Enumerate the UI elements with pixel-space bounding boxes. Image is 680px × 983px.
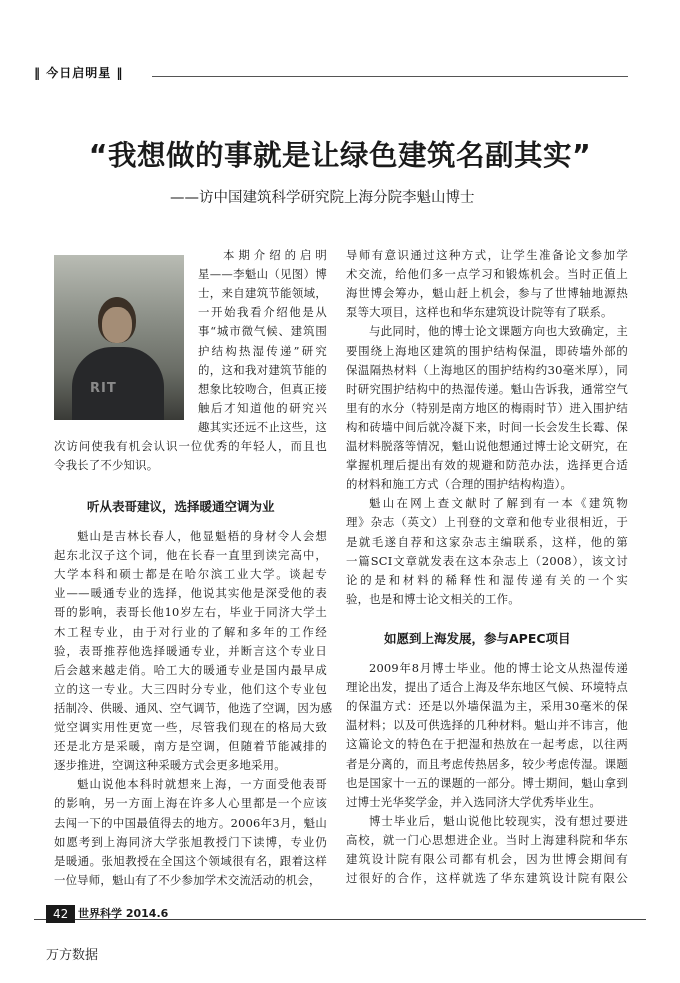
intro-line: 事“城市微气候、建筑围	[198, 324, 327, 339]
column-tag: ‖ 今日启明星 ‖	[34, 64, 123, 81]
text-line: 时研究围护结构中的热湿传递。魁山告诉我，通常空气	[346, 381, 628, 396]
intro-line: 星——李魁山（见图）博	[198, 267, 327, 282]
portrait-face	[102, 307, 132, 343]
text-line: 木工程专业，由于对行业的了解和多年的工作经	[54, 624, 327, 639]
intro-line: 护结构热湿传递”研究	[198, 343, 327, 358]
intro-line: 本期介绍的启明	[223, 248, 327, 262]
text-line: 的保温方式：还是以外墙保温为主，采用30毫米的保	[346, 699, 628, 714]
text-line: 术交流，给他们多一点学习和锻炼机会。当时正值上	[346, 267, 628, 282]
text-line: 一位导师，魁山有了不少参加学术交流活动的机会，	[54, 872, 321, 887]
text-line: 保温隔热材料（上海地区的围护结构约30毫米厚），同	[346, 362, 628, 377]
text-line: 魁山说他本科时就想来上海，一方面受他表哥	[77, 777, 327, 792]
text-line: 要围绕上海地区建筑的围护结构保温，即砖墙外部的	[346, 343, 628, 358]
text-line: 还是北方是采暖，南方是空调，但随着节能减排的	[54, 739, 327, 754]
text-line: 验，表哥推荐他选择暖通专业，并断言这个专业日	[54, 643, 327, 658]
text-line: 高校，就一门心思想进企业。当时上海建科院和华东	[346, 832, 628, 847]
intro-line: 一开始我看介绍他是从	[198, 305, 327, 320]
source-watermark: 万方数据	[46, 948, 99, 963]
page-number: 42	[46, 905, 75, 923]
text-line: 起东北汉子这个词，他在长春一直里到读完高中，	[54, 548, 327, 563]
text-line: 也是国家十一五的课题的一部分。博士期间，魁山拿到	[346, 775, 628, 790]
text-line: 魁山是吉林长春人，他显魁梧的身材令人会想	[77, 529, 327, 543]
text-line: 如愿考到上海同济大学张旭教授门下读博，专业仍	[54, 834, 327, 849]
header-rule	[152, 76, 628, 77]
portrait-shirt-text: RIT	[90, 381, 117, 396]
text-line: 的影响，另一方面上海在许多人心里都是一个应该	[54, 796, 327, 811]
article-title: “我想做的事就是让绿色建筑名副其实”	[88, 139, 592, 172]
text-line: 是就毛遂自荐和这家杂志主编联系，这样，他的第	[346, 534, 628, 549]
article-subtitle: ——访中国建筑科学研究院上海分院李魁山博士	[170, 190, 475, 206]
section-heading-2: 如愿到上海发展，参与APEC项目	[384, 631, 571, 646]
text-line: 与此同时，他的博士论文课题方向也大致确定，主	[369, 324, 628, 339]
text-line: 构和砖墙中间后就冷凝下来，时间一长会发生长霉、保	[346, 419, 628, 434]
text-line: 去闯一下的中国最值得去的地方。2006年3月，魁山	[54, 815, 327, 830]
text-line: 建筑设计院有限公司都有机会，因为世博会期间有	[346, 852, 628, 866]
text-line: 后会越来越走俏。哈工大的暖通专业是国内最早成	[54, 662, 327, 677]
text-line: 温材料；以及可供选择的几种材料。魁山并不讳言，他	[346, 718, 628, 733]
text-line: 魁山在网上查文献时了解到有一本《建筑物	[369, 496, 628, 511]
intro-line: 的，这和我对建筑节能的	[198, 362, 327, 377]
text-line: 是暖通。张旭教授在全国这个领域很有名，跟着这样	[54, 853, 327, 868]
text-line: 海世博会筹办，魁山赶上机会，参与了世博轴地源热	[346, 286, 628, 301]
section-heading-1: 听从表哥建议，选择暖通空调为业	[87, 499, 275, 514]
text-line: 论的是和材料的稀释性和湿传递有关的一个实	[346, 572, 628, 587]
text-line: 理》杂志（英文）上刊登的文章和他专业很相近，于	[346, 515, 628, 530]
intro-line: 想象比较吻合，但真正接	[198, 381, 327, 396]
text-line: 温材料脱落等情况，魁山说他想通过博士论文研究，在	[346, 439, 628, 453]
magazine-issue: 世界科学 2014.6	[78, 907, 169, 920]
text-line: 里有的水分（特别是南方地区的梅雨时节）进入围护结	[346, 400, 628, 415]
text-line: 立的这一专业。大三四时分专业，他们这个专业包	[54, 681, 327, 696]
text-line: 哥的影响，表哥长他10岁左右，毕业于同济大学土	[54, 605, 327, 620]
intro-line: 次访问使我有机会认识一位优秀的年轻人，而且也	[54, 439, 327, 453]
text-line: 觉空调实用性更宽一些，尽管我们现在的格局大致	[54, 720, 327, 734]
intro-line: 趣其实还远不止这些，这	[198, 419, 327, 434]
text-line: 逐步推进，空调这种采暖方式会更多地采用。	[54, 758, 286, 773]
intro-line: 触后才知道他的研究兴	[198, 400, 327, 415]
text-line: 大学本科和硕士都是在哈尔滨工业大学。谈起专	[54, 567, 327, 582]
portrait-body	[72, 347, 164, 420]
intro-line: 士，来自建筑节能领域，	[198, 286, 327, 301]
text-line: 的材料和施工方式（合理的围护结构构造）。	[346, 477, 573, 492]
text-line: 过很好的合作，这样就选了华东建筑设计院有限公	[346, 871, 628, 886]
text-line: 括制冷、供暖、通风、空气调节，他选了空调，因为感	[54, 700, 333, 715]
text-line: 者是分离的，而且考虑传热居多，较少考虑传湿。课题	[346, 756, 628, 771]
text-line: 泵等大项目，这样也和华东建筑设计院等有了联系。	[346, 305, 613, 320]
text-line: 一篇SCI文章就发表在这本杂志上（2008），该文讨	[346, 553, 628, 568]
intro-line: 令我长了不少知识。	[54, 458, 159, 473]
text-line: 这篇论文的特色在于把湿和热放在一起考虑，以往两	[346, 737, 628, 752]
text-line: 博士毕业后，魁山说他比较现实，没有想过要进	[369, 813, 628, 828]
text-line: 2009年8月博士毕业。他的博士论文从热湿传递	[369, 661, 628, 675]
text-line: 过博士光华奖学金，并入选同济大学优秀毕业生。	[346, 794, 601, 809]
text-line: 掌握机理后提出有效的规避和防范办法，选择更合适	[346, 458, 628, 473]
text-line: 业——暖通专业的选择，他说其实他是深受他的表	[54, 586, 327, 601]
text-line: 理论出发，提出了适合上海及华东地区气候、环境特点	[346, 680, 628, 695]
portrait-photo	[54, 255, 184, 420]
text-line: 导师有意识通过这种方式，让学生准备论文参加学	[346, 248, 628, 262]
text-line: 验，也是和博士论文相关的工作。	[346, 591, 520, 606]
